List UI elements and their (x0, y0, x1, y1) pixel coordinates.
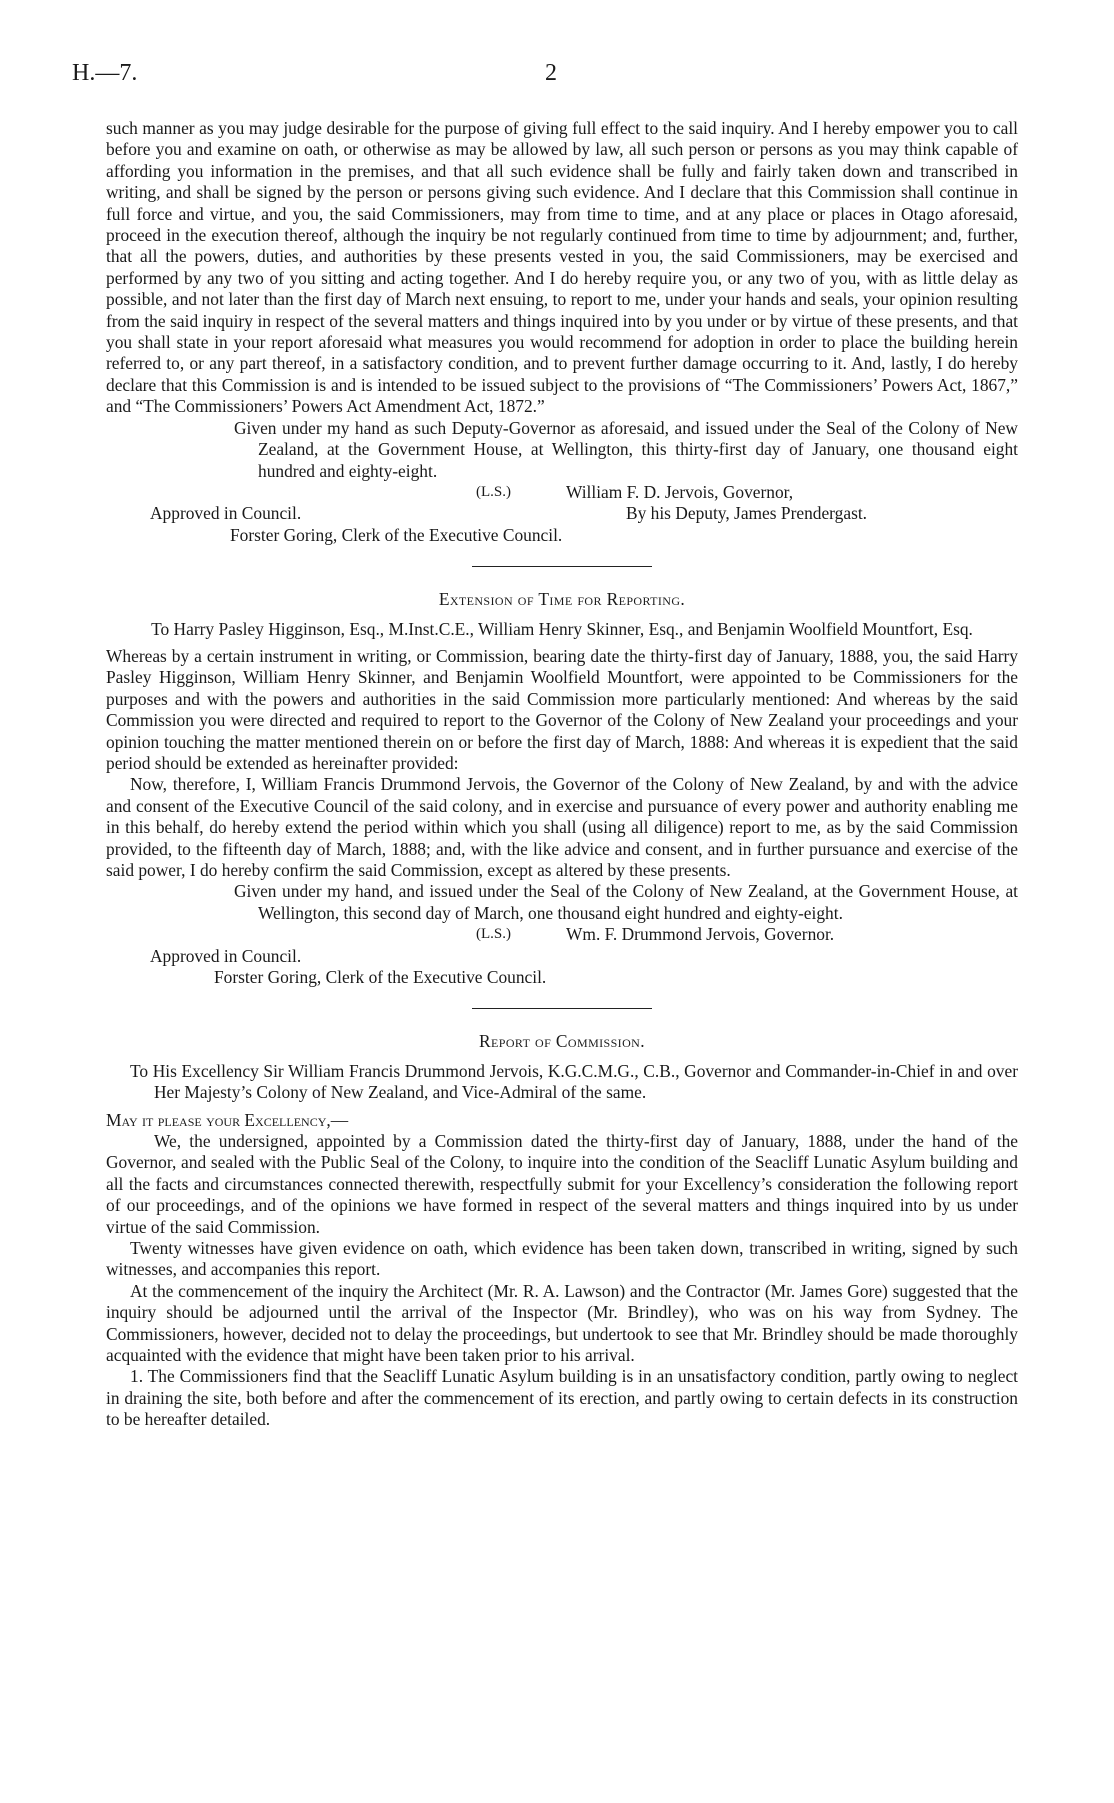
extension-clerk-signature: Forster Goring, Clerk of the Executive Council. (214, 966, 547, 987)
report-paragraph-2: Twenty witnesses have given evidence on oath, which evidence has been taken down, transcribed in writing, signed by such witnesses, and accompanies this report. (106, 1238, 1018, 1280)
document-body (106, 118, 1018, 1431)
report-paragraph-1: We, the undersigned, appointed by a Commission dated the thirty-first day of January, 1888, under the hand of the Governor, and sealed with the Public Seal of the Colony, to inquire into the condition of the Seacliff Lunatic Asylum building and all the facts and circumstances connected therewith, respectfully submit for your Excellency’s consideration the following report of our proceedings, and of the opinions we have formed in respect of the several matters and things inquired into by us under virtue of the said Commission. (106, 1131, 1018, 1237)
given-under-hand: Given under my hand as such Deputy-Governor as aforesaid, and issued under the Seal of the Colony of New Zealand, at the Government House, at Wellington, this thirty-first day of January, one thousand eight hundred and eighty-eight. (234, 417, 1018, 481)
extension-addressees: To Harry Pasley Higginson, Esq., M.Inst.C.E., William Henry Skinner, Esq., and Benjamin Woolfield Mountfort, Esq. (151, 618, 973, 639)
extension-heading: Extension of Time for Reporting. (438, 589, 686, 610)
seal-signature-line (106, 482, 1018, 503)
report-salutation: May it please your Excellency,— (106, 1109, 349, 1130)
report-heading: Report of Commission. (479, 1031, 645, 1052)
deputy-signature: By his Deputy, James Prendergast. (626, 503, 868, 524)
paper-reference: H.—7. (72, 60, 138, 86)
section-divider (472, 566, 652, 567)
page-header (0, 60, 1114, 96)
report-paragraph-3: At the commencement of the inquiry the Architect (Mr. R. A. Lawson) and the Contractor (Mr. James Gore) suggested that the inquiry should be adjourned until the arrival of the Inspector (Mr. Brindley), who was on his way from Sydney. The Commissioners, however, decided not to delay the proceedings, but undertook to see that Mr. Brindley should be made thoroughly acquainted with the evidence that might have been taken prior to his arrival. (106, 1280, 1018, 1366)
extension-approved-line (106, 946, 1018, 967)
clerk-signature: Forster Goring, Clerk of the Executive Council. (230, 524, 563, 545)
commission-paragraph: such manner as you may judge desirable for the purpose of giving full effect to the said inquiry. And I hereby empower you to call before you and examine on oath, or otherwise as may be allowed by law, all such person or persons as you may think capable of affording you information in the premises, and that all such evidence shall be fully and fairly taken down and transcribed in writing, and shall be signed by the person or persons giving such evidence. And I declare that this Commission shall continue in full force and virtue, and you, the said Commissioners, may from time to time, and at any place or places in Otago aforesaid, proceed in the execution thereof, although the inquiry be not regularly continued from time to time by adjournment; and, further, that all the powers, duties, and authorities by these presents vested in you, the said Commissioners, may be exercised and performed by any two of you sitting and acting together. And I do hereby require you, or any two of you, with as little delay as possible, and not later than the first day of March next ensuing, to report to me, under your hands and seals, your opinion resulting from the said inquiry in respect of the several matters and things inquired into by you under or by virtue of these presents, and that you shall state in your report aforesaid what measures you would recommend for adoption in order to place the building herein referred to, or any part thereof, in a satisfactory condition, and to prevent further damage occurring to it. And, lastly, I do hereby declare that this Commission is and is intended to be issued subject to the provisions of “The Commissioners’ Powers Act, 1867,” and “The Commissioners’ Powers Act Amendment Act, 1872.” (106, 118, 1018, 417)
extension-seal-mark: (L.S.) (476, 926, 511, 943)
whereas-paragraph: Whereas by a certain instrument in writing, or Commission, bearing date the thirty-first day of January, 1888, you, the said Harry Pasley Higginson, William Henry Skinner, and Benjamin Woolfield Mountfort, were appointed to be Commissioners for the purposes and with the powers and authorities in the said Commission more particularly mentioned: And whereas by the said Commission you were directed and required to report to the Governor of the Colony of New Zealand your proceedings and your opinion touching the matter mentioned therein on or before the first day of March, 1888: And whereas it is expedient that the said period should be extended as hereinafter provided: (106, 645, 1018, 773)
extension-given: Given under my hand, and issued under the Seal of the Colony of New Zealand, at the Government House, at Wellington, this second day of March, one thousand eight hundred and eighty-eight. (234, 881, 1018, 923)
seal-mark: (L.S.) (476, 483, 511, 500)
page-number: 2 (545, 60, 557, 86)
extension-approved: Approved in Council. (150, 945, 302, 966)
section-divider-2 (472, 1008, 652, 1009)
governor-signature: William F. D. Jervois, Governor, (566, 481, 794, 502)
now-therefore-paragraph: Now, therefore, I, William Francis Drummond Jervois, the Governor of the Colony of New Zealand, by and with the advice and consent of the Executive Council of the said colony, and in exercise and pursuance of every power and authority enabling me in this behalf, do hereby extend the period within which you shall (using all diligence) report to me, as by the said Commission provided, to the fifteenth day of March, 1888; and, with the like advice and consent, and in further pursuance and exercise of the said power, I do hereby confirm the said Commission, except as altered by these presents. (106, 774, 1018, 880)
approved-in-council: Approved in Council. (150, 503, 302, 524)
extension-governor-signature: Wm. F. Drummond Jervois, Governor. (566, 924, 835, 945)
report-paragraph-4: 1. The Commissioners find that the Seacliff Lunatic Asylum building is in an unsatisfactory condition, partly owing to neglect in draining the site, both before and after the commencement of its erection, and partly owing to certain defects in its construction to be hereafter detailed. (106, 1366, 1018, 1430)
approved-line (106, 503, 1018, 524)
extension-seal-line (106, 924, 1018, 945)
report-addressee: To His Excellency Sir William Francis Drummond Jervois, K.G.C.M.G., C.B., Governor and Commander-in-Chief in and over Her Majesty’s Colony of New Zealand, and Vice-Admiral of the same. (130, 1060, 1018, 1103)
